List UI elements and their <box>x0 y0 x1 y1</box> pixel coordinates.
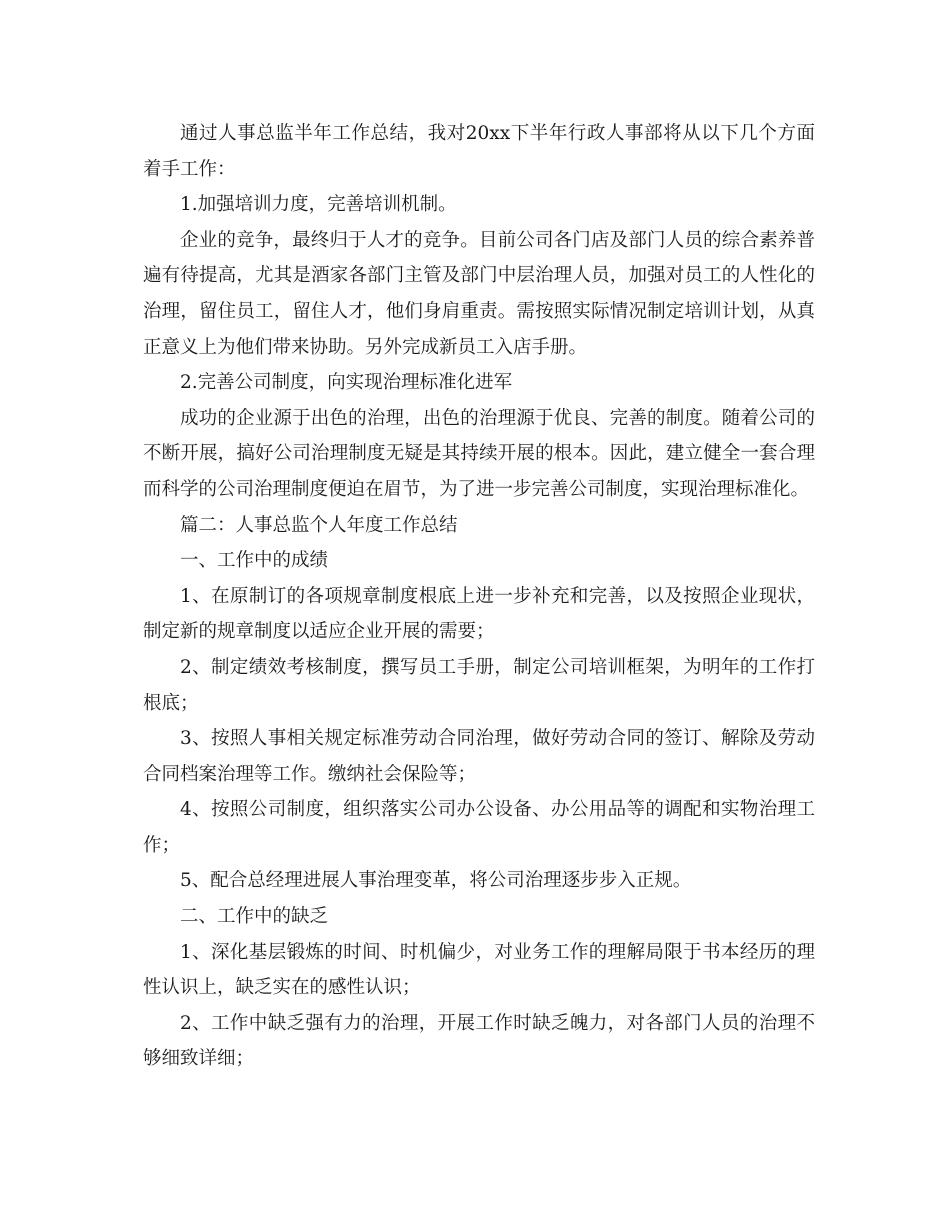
item-2-heading: 2.完善公司制度，向实现治理标准化进军 <box>180 372 513 394</box>
achievements-heading: 一、工作中的成绩 <box>180 550 329 572</box>
intro-paragraph: 通过人事总监半年工作总结，我对20xx下半年行政人事部将从以下几个方面着手工作： <box>143 123 815 180</box>
shortcomings-heading: 二、工作中的缺乏 <box>180 906 329 928</box>
system-paragraph: 成功的企业源于出色的治理，出色的治理源于优良、完善的制度。随着公司的不断开展，搞好公司治理制度无疑是其持续开展的根本。因此，建立健全一套合理而科学的公司治理制度便迫在眉节，为了进一步完善公司制度，实现治理标准化。 <box>143 407 815 500</box>
achievement-item-5: 5、配合总经理进展人事治理变革，将公司治理逐步步入正规。 <box>180 870 692 892</box>
training-paragraph: 企业的竞争，最终归于人才的竞争。目前公司各门店及部门人员的综合素养普遍有待提高，尤其是酒家各部门主管及部门中层治理人员，加强对员工的人性化的治理，留住员工，留住人才，他们身肩重责。需按照实际情况制定培训计划，从真正意义上为他们带来协助。另外完成新员工入店手册。 <box>143 229 815 358</box>
shortcoming-item-2: 2、工作中缺乏强有力的治理，开展工作时缺乏魄力，对各部门人员的治理不够细致详细； <box>143 1012 815 1070</box>
item-1-heading: 1.加强培训力度，完善培训机制。 <box>180 194 457 216</box>
shortcoming-item-1: 1、深化基层锻炼的时间、时机偏少，对业务工作的理解局限于书本经历的理性认识上，缺乏实在的感性认识； <box>143 941 815 999</box>
achievement-item-4: 4、按照公司制度，组织落实公司办公设备、办公用品等的调配和实物治理工作； <box>143 799 815 856</box>
section-title: 篇二：人事总监个人年度工作总结 <box>180 514 458 536</box>
achievement-item-2: 2、制定绩效考核制度，撰写员工手册，制定公司培训框架，为明年的工作打根底； <box>143 656 815 714</box>
achievement-item-3: 3、按照人事相关规定标准劳动合同治理，做好劳动合同的签订、解除及劳动合同档案治理等工作。缴纳社会保险等； <box>143 728 815 785</box>
document-body <box>143 116 815 1077</box>
achievement-item-1: 1、在原制订的各项规章制度根底上进一步补充和完善，以及按照企业现状，制定新的规章制度以适应企业开展的需要； <box>143 585 815 643</box>
